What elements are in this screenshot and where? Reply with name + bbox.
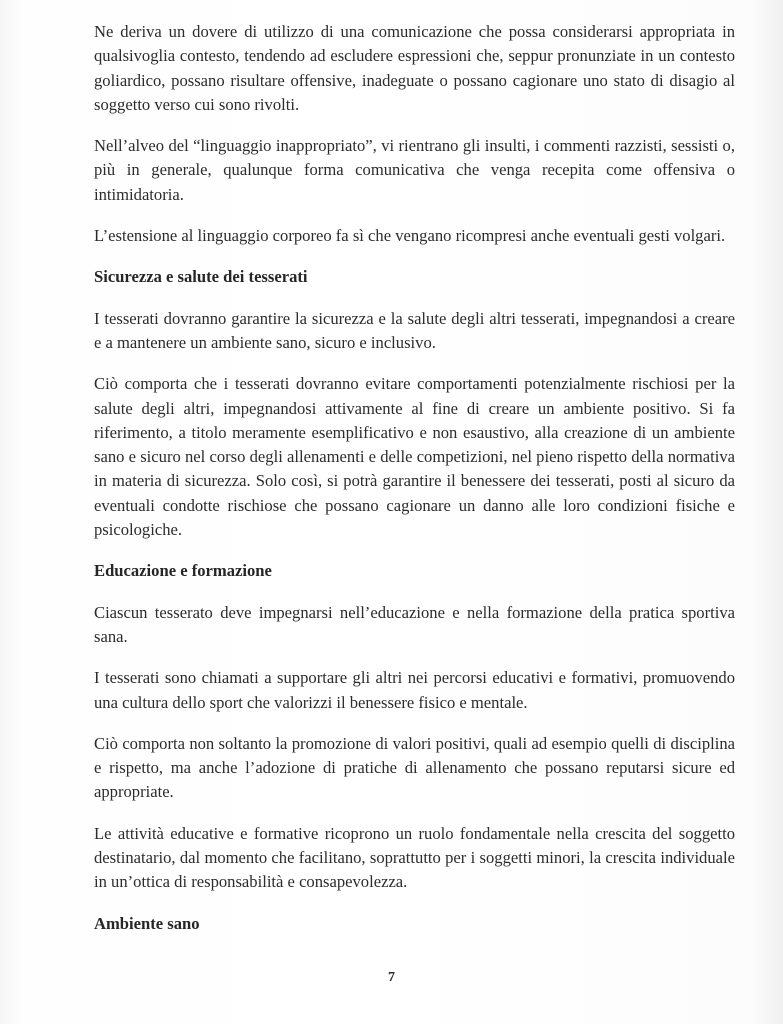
paragraph-education-commitment: Ciascun tesserato deve impegnarsi nell’educazione e nella formazione della pratica sportiva sana. (94, 602, 735, 646)
paragraph-body-language: L’estensione al linguaggio corporeo fa sì che vengano ricompresi anche eventuali gesti volgari. (94, 226, 726, 246)
paragraph-education-values: Ciò comporta non soltanto la promozione di valori positivi, quali ad esempio quelli di disciplina e rispetto, ma anche l’adozione di pratiche di allenamento che possano reputarsi sicure ed appropriate. (94, 733, 735, 802)
paragraph-education-support: I tesserati sono chiamati a supportare gli altri nei percorsi educativi e formativi, promuovendo una cultura dello sport che valorizzi il benessere fisico e mentale. (94, 668, 735, 712)
paragraph-communication-duty: Ne deriva un dovere di utilizzo di una comunicazione che possa considerarsi appropriata in qualsivoglia contesto, tendendo ad escludere espressioni che, seppur pronunziate in un contesto goliardico, possano risultare offensive, inadeguate o possano cagionare uno stato di disagio al soggetto verso cui sono rivolti. (94, 22, 735, 114)
paragraph-safety-behaviour: Ciò comporta che i tesserati dovranno evitare comportamenti potenzialmente rischiosi per la salute degli altri, impegnandosi attivamente al fine di creare un ambiente positivo. Si fa riferimento, a titolo meramente esemplificativo e non esaustivo, alla creazione di un ambiente sano e sicuro nel corso degli allenamenti e delle competizioni, nel pieno rispetto della normativa in materia di sicurezza. Solo così, si potrà garantire il benessere dei tesserati, posti al sicuro da eventuali condotte rischiose che possano cagionare un danno alle loro condizioni fisiche e psicologiche. (94, 374, 735, 540)
paragraph-inappropriate-language: Nell’alveo del “linguaggio inappropriato”, vi rientrano gli insulti, i commenti razzisti, sessisti o, più in generale, qualunque forma comunicativa che venga recepita come offensiva o intimidatoria. (94, 136, 735, 204)
heading-education-training: Educazione e formazione (94, 561, 272, 581)
page-content (94, 20, 735, 936)
heading-healthy-environment: Ambiente sano (94, 913, 200, 933)
heading-safety-health: Sicurezza e salute dei tesserati (94, 267, 308, 287)
paragraph-education-activities: Le attività educative e formative ricoprono un ruolo fondamentale nella crescita del soggetto destinatario, dal momento che facilitano, soprattutto per i soggetti minori, la crescita individuale in un’ottica di responsabilità e consapevolezza. (94, 823, 735, 892)
paragraph-safety-guarantee: I tesserati dovranno garantire la sicurezza e la salute degli altri tesserati, impegnandosi a creare e a mantenere un ambiente sano, sicuro e inclusivo. (94, 308, 735, 352)
page-number: 7 (388, 970, 395, 985)
